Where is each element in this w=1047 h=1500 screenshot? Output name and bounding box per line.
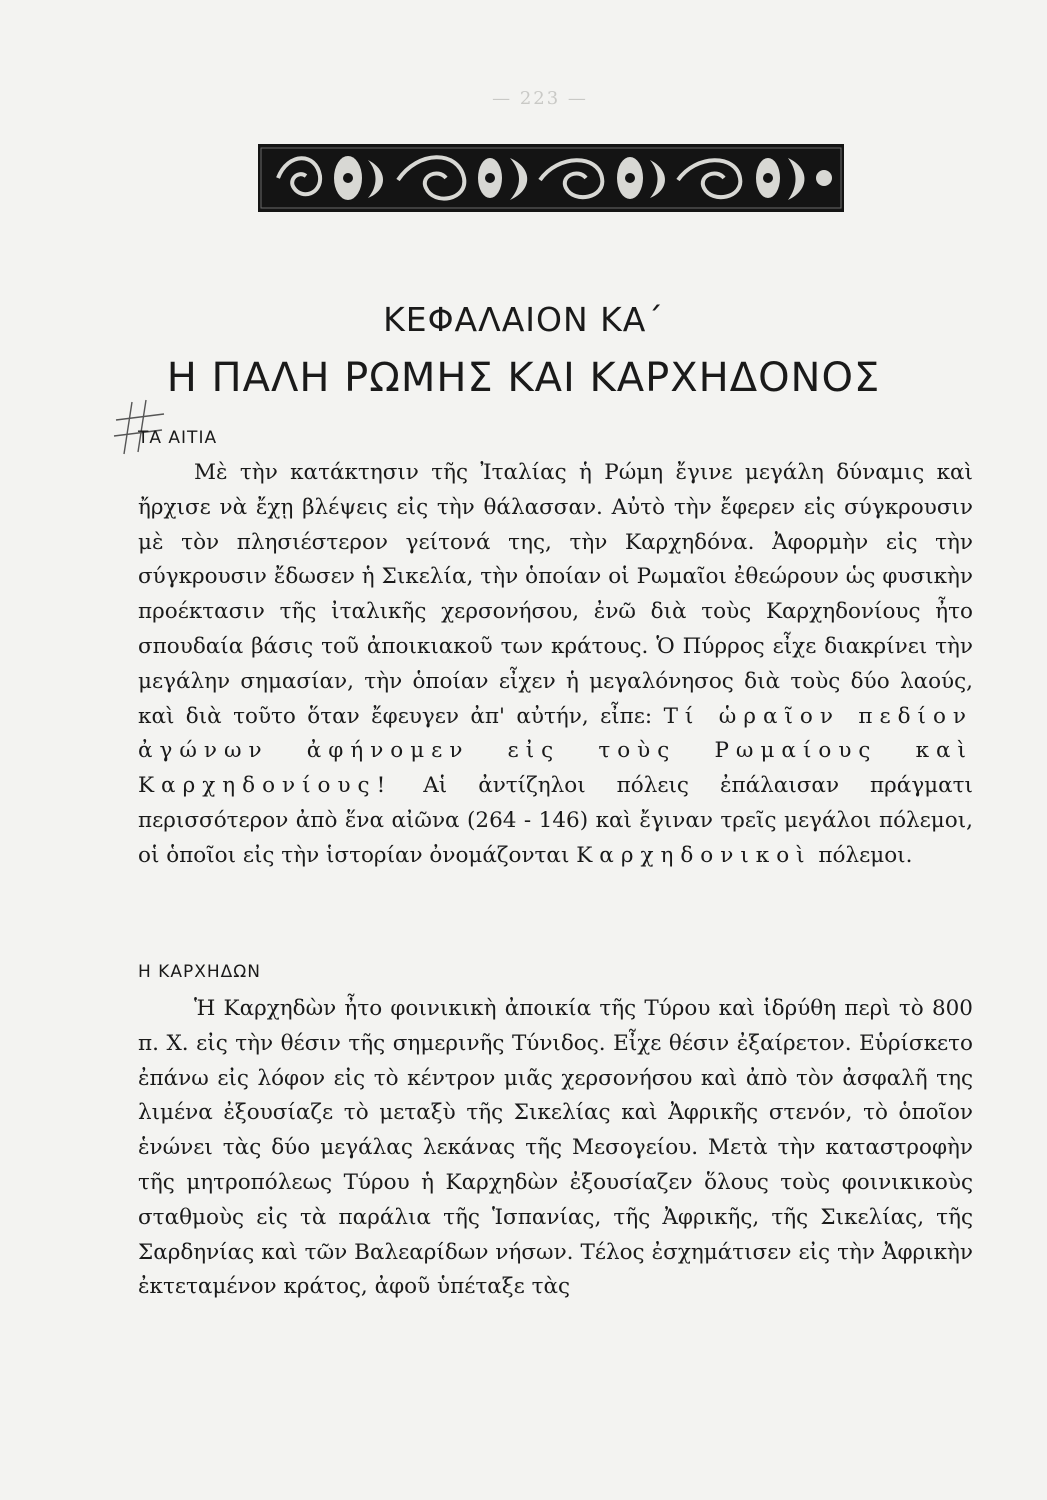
paragraph-carthage: Ἡ Καρχηδὼν ἦτο φοινικικὴ ἀποικία τῆς Τύρου καὶ ἱδρύθη περὶ τὸ 800 π. Χ. εἰς τὴν θέσιν τῆς σημερινῆς Τύνιδος. Εἶχε θέσιν ἐξαίρετον. Εὑρίσκετο ἐπάνω εἰς λόφον εἰς τὸ κέντρον μιᾶς χερσονήσου καὶ ἀπὸ τὸν ἀσφαλῆ της λιμένα ἐξουσίαζε τὸ μεταξὺ τῆς Σικελίας καὶ Ἀφρικῆς στενόν, τὸ ὁποῖον ἑνώνει τὰς δύο μεγάλας λεκάνας τῆς Μεσογείου. Μετὰ τὴν καταστροφὴν τῆς μητροπόλεως Τύρου ἡ Καρχηδὼν ἐξουσίαζεν ὅλους τοὺς φοινικικοὺς σταθμοὺς εἰς τὰ παράλια τῆς Ἱσπανίας, τῆς Ἀφρικῆς, τῆς Σικελίας, τῆς Σαρδηνίας καὶ τῶν Βαλεαρίδων νήσων. Τέλος ἐσχημάτισεν εἰς τὴν Ἀφρικὴν ἐκτεταμένον κράτος, ἀφοῦ ὑπέταξε τὰς xyxy=(138,996,973,1300)
page-number: — 223 — xyxy=(492,88,588,109)
paragraph-causes-text-2: Αἱ ἀντίζηλοι πόλεις ἐπάλαισαν πράγματι περισσότερον ἀπὸ ἕνα αἰῶνα (264 - 146) καὶ ἔγιναν τρεῖς μεγάλοι πόλεμοι, οἱ ὁποῖοι εἰς τὴν ἱστορίαν ὀνομάζονται xyxy=(138,773,973,868)
chapter-label: ΚΕΦΑΛΑΙΟΝ ΚΑ΄ xyxy=(383,300,664,339)
paragraph-causes-text-1: Μὲ τὴν κατάκτησιν τῆς Ἰταλίας ἡ Ρώμη ἔγινε μεγάλη δύναμις καὶ ἤρχισε νὰ ἔχῃ βλέψεις εἰς τὴν θάλασσαν. Αὐτὸ τὴν ἔφερεν εἰς σύγκρουσιν μὲ τὸν πλησιέστερον γείτονά της, τὴν Καρχηδόνα. Ἀφορμὴν εἰς τὴν σύγκρουσιν ἔδωσεν ἡ Σικελία, τὴν ὁποίαν οἱ Ρωμαῖοι ἐθεώρουν ὡς φυσικὴν προέκτασιν τῆς ἰταλικῆς χερσονήσου, ἐνῶ διὰ τοὺς Καρχηδονίους ἦτο σπουδαία βάσις τοῦ ἀποικιακοῦ των κράτους. Ὁ Πύρρος εἶχε διακρίνει τὴν μεγάλην σημασίαν, τὴν ὁποίαν εἶχεν ἡ μεγαλόνησος διὰ τοὺς δύο λαούς, καὶ διὰ τοῦτο ὅταν ἔφευγεν ἀπ' αὐτήν, εἶπε: xyxy=(138,460,973,729)
handwritten-hash-mark xyxy=(112,396,172,458)
section-heading-carthage: Η ΚΑΡΧΗΔΩΝ xyxy=(138,962,261,982)
carthaginian-wars-term: Καρχηδονικοὶ xyxy=(576,842,812,868)
paragraph-causes-text-3: πόλεμοι. xyxy=(818,842,913,868)
paragraph-causes xyxy=(138,456,973,874)
pyrrhus-quote: Τί ὡραῖον πεδίον ἀγώνων ἀφήνομεν εἰς τοὺς Ρωμαίους καὶ Καρχηδονίους! xyxy=(138,703,973,799)
section-heading-causes: ΤΑ ΑΙΤΙΑ xyxy=(138,428,218,448)
chapter-title: Η ΠΑΛΗ ΡΩΜΗΣ ΚΑΙ ΚΑΡΧΗΔΟΝΟΣ xyxy=(166,355,881,401)
chapter-ornament xyxy=(258,140,844,216)
